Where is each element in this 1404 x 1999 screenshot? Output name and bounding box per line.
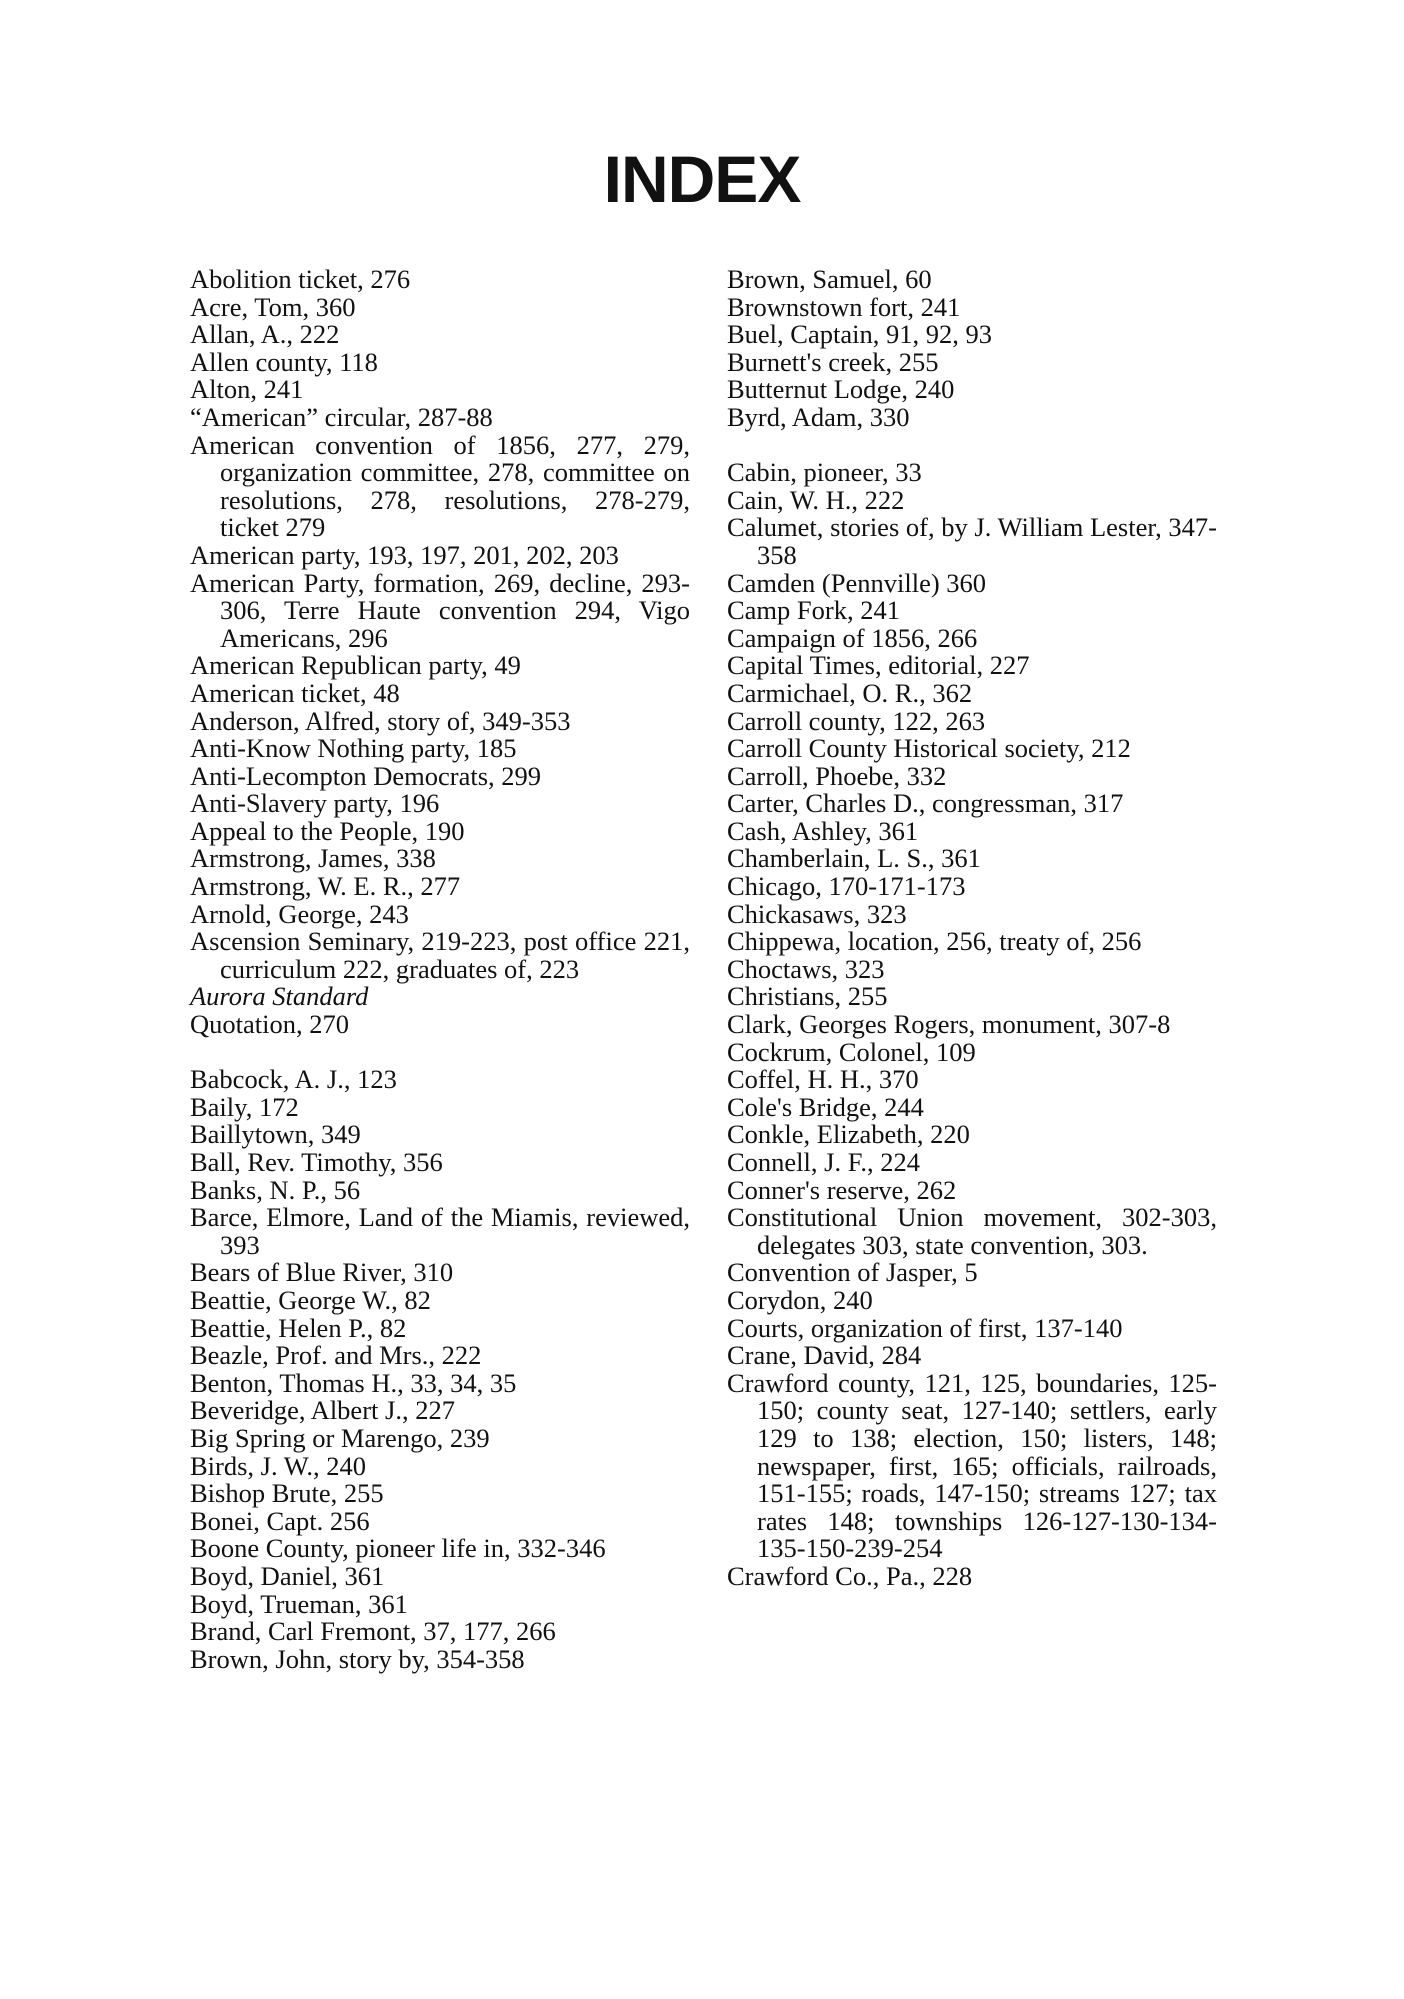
index-entry: Calumet, stories of, by J. William Lester, 347-358 [727,512,1217,570]
index-entry: “American” circular, 287-88 [190,401,493,432]
index-entry: Cole's Bridge, 244 [727,1091,924,1122]
index-entry: Beattie, George W., 82 [190,1284,431,1315]
index-entry: Babcock, A. J., 123 [190,1064,397,1095]
index-entry: Brand, Carl Fremont, 37, 177, 266 [190,1616,556,1647]
index-entry: Brown, Samuel, 60 [727,264,932,294]
index-entry: Anderson, Alfred, story of, 349-353 [190,705,571,736]
index-entry: Allen county, 118 [190,346,378,377]
index-entry: Benton, Thomas H., 33, 34, 35 [190,1367,517,1398]
index-entry: Chicago, 170-171-173 [727,871,966,902]
index-entry: American Republican party, 49 [190,650,521,681]
index-entry: Camden (Pennville) 360 [727,567,987,598]
index-entry: Christians, 255 [727,981,888,1012]
index-entry: Baily, 172 [190,1091,299,1122]
index-entry: Brown, John, story by, 354-358 [190,1643,525,1674]
index-entry: Bears of Blue River, 310 [190,1257,454,1288]
index-entry: Carter, Charles D., congressman, 317 [727,788,1124,819]
index-entry: Crawford Co., Pa., 228 [727,1560,973,1591]
index-entry: Clark, Georges Rogers, monument, 307-8 [727,1009,1171,1040]
index-entry: Bishop Brute, 255 [190,1478,384,1509]
index-entry: Boyd, Daniel, 361 [190,1560,385,1591]
index-entry: Courts, organization of first, 137-140 [727,1312,1123,1343]
index-entry: Chippewa, location, 256, treaty of, 256 [727,926,1142,957]
index-entry: Cabin, pioneer, 33 [727,457,922,488]
index-entry: Ball, Rev. Timothy, 356 [190,1147,443,1177]
index-entry: American ticket, 48 [190,677,400,708]
index-entry: Buel, Captain, 91, 92, 93 [727,319,992,350]
index-entry: Alton, 241 [190,374,304,405]
index-entry: Beazle, Prof. and Mrs., 222 [190,1340,482,1371]
index-entry: Aurora Standard [190,981,369,1012]
index-entry: Campaign of 1856, 266 [727,622,978,653]
index-entry: Birds, J. W., 240 [190,1450,366,1481]
index-entry: Boyd, Trueman, 361 [190,1588,408,1619]
index-entry: Abolition ticket, 276 [190,264,411,294]
index-entry: Ascension Seminary, 219-223, post office 221, curriculum 222, graduates of, 223 [190,926,690,984]
index-column-right [727,266,1217,1591]
index-entry: Anti-Lecompton Democrats, 299 [190,760,542,791]
index-entry: Appeal to the People, 190 [190,815,465,846]
index-entry: Carmichael, O. R., 362 [727,677,973,708]
index-entry: Anti-Slavery party, 196 [190,788,440,819]
index-entry: Barce, Elmore, Land of the Miamis, reviewed, 393 [190,1202,690,1260]
index-entry: Anti-Know Nothing party, 185 [190,733,517,764]
index-entry: Baillytown, 349 [190,1119,361,1150]
index-entry: Carroll county, 122, 263 [727,705,986,736]
index-entry: Banks, N. P., 56 [190,1174,361,1205]
index-entry: Connell, J. F., 224 [727,1147,920,1177]
index-entry: American party, 193, 197, 201, 202, 203 [190,539,619,570]
index-entry: Coffel, H. H., 370 [727,1064,919,1095]
index-entry: Cain, W. H., 222 [727,484,905,515]
index-entry: Conkle, Elizabeth, 220 [727,1119,970,1150]
index-entry: Big Spring or Marengo, 239 [190,1422,490,1453]
index-entry: Cockrum, Colonel, 109 [727,1036,976,1067]
index-entry: Carroll, Phoebe, 332 [727,760,947,791]
index-entry: Conner's reserve, 262 [727,1174,957,1205]
index-entry: Byrd, Adam, 330 [727,401,910,432]
index-entry: Beattie, Helen P., 82 [190,1312,407,1343]
index-entry: Choctaws, 323 [727,953,885,984]
index-entry: Brownstown fort, 241 [727,291,961,322]
index-entry: Camp Fork, 241 [727,595,900,626]
index-entry: American Party, formation, 269, decline, 293-306, Terre Haute convention 294, Vigo Americans, 296 [190,567,690,653]
index-entry: Boone County, pioneer life in, 332-346 [190,1533,606,1564]
index-entry: Capital Times, editorial, 227 [727,650,1030,681]
index-entry: Crane, David, 284 [727,1340,922,1371]
index-entry: Armstrong, James, 338 [190,843,436,874]
index-entry: American convention of 1856, 277, 279, organization committee, 278, committee on resolutions, 278, resolutions, 278-279, ticket 279 [190,429,690,543]
index-entry: Constitutional Union movement, 302-303, delegates 303, state convention, 303. [727,1202,1217,1260]
index-entry: Convention of Jasper, 5 [727,1257,978,1288]
index-entry: Carroll County Historical society, 212 [727,733,1131,764]
index-entry: Butternut Lodge, 240 [727,374,955,405]
index-entry: Chickasaws, 323 [727,898,907,929]
index-entry: Allan, A., 222 [190,319,340,350]
index-entry: Cash, Ashley, 361 [727,815,919,846]
index-entry: Acre, Tom, 360 [190,291,356,322]
index-entry: Crawford county, 121, 125, boundaries, 125-150; county seat, 127-140; settlers, early 129 to 138; election, 150; listers, 148; newspaper, first, 165; officials, railroads, 151-155; roads, 147-150; streams 127; tax rates 148; townships 126-127-130-134-135-150-239-254 [727,1367,1217,1564]
index-entry: Bonei, Capt. 256 [190,1505,370,1536]
index-entry: Corydon, 240 [727,1284,873,1315]
index-entry: Burnett's creek, 255 [727,346,939,377]
index-entry: Armstrong, W. E. R., 277 [190,871,461,902]
index-entry: Beveridge, Albert J., 227 [190,1395,455,1426]
index-entry: Chamberlain, L. S., 361 [727,843,981,874]
page-title: INDEX [603,142,801,216]
index-entry: Arnold, George, 243 [190,898,409,929]
index-column-left [190,266,690,1673]
index-entry: Quotation, 270 [190,1009,349,1040]
